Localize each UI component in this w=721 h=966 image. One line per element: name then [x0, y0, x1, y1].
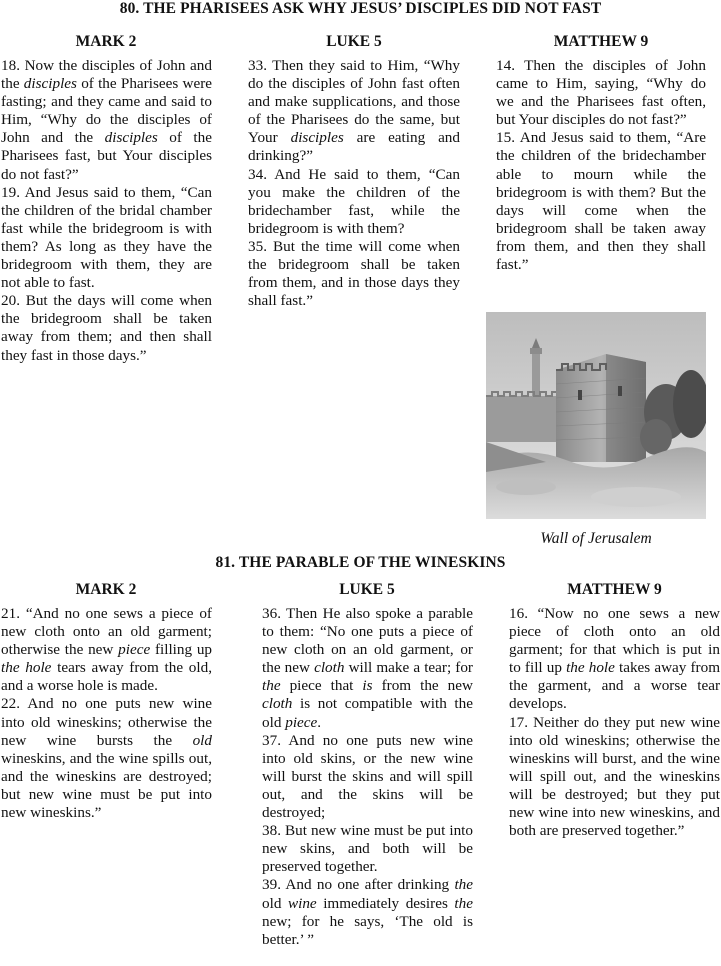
matthew-9-verse-16: 16. “Now no one sews a new piece of cloth onto an old garment; for that which is put in to fill up the hole takes away from the garment, and a worse tear develops.: [509, 605, 721, 713]
matthew-9-heading: MATTHEW 9: [553, 33, 649, 50]
luke-5-verse-34: 34. And He said to them, “Can you make the children of the bridechamber fast, while the bridegroom is with them?: [248, 165, 460, 237]
matthew-9-verse-15: 15. And Jesus said to them, “Are the children of the bridechamber able to mourn while the bridegroom is with them? But the days will come when the bridegroom shall be taken away from them, and then they shall fast.”: [496, 129, 706, 274]
luke-5-verse-37: 37. And no one puts new wine into old skins, or the new wine will burst the skins and will spill out, and the skins will be destroyed;: [262, 731, 473, 822]
jerusalem-wall-photo: [486, 312, 706, 519]
section-80-title: 80. THE PHARISEES ASK WHY JESUS’ DISCIPLES DID NOT FAST: [119, 0, 602, 17]
matthew-9-verse-17: 17. Neither do they put new wine into old wineskins; otherwise the wineskins will burst, and the wine will spill out, and the wineskins will be destroyed; but they put new wine into new wineskins, and both are preserved together.”: [509, 713, 720, 840]
photo-caption: Wall of Jerusalem: [540, 530, 652, 547]
section-80-luke-column: [248, 57, 460, 310]
luke-5-verse-38: 38. But new wine must be put into new skins, and both will be preserved together.: [262, 822, 473, 876]
mark-2-verse-21: 21. “And no one sews a piece of new cloth onto an old garment; otherwise the new piece filling up the hole tears away from the old, and a worse hole is made.: [1, 605, 213, 695]
luke-5-heading: LUKE 5: [326, 33, 382, 50]
mark-2-verse-18: 18. Now the disciples of John and the disciples of the Pharisees were fasting; and they came and said to Him, “Why do the disciples of John and the disciples of the Pharisees fast, but Your disciples do not fast?”: [1, 57, 212, 183]
luke-5-verse-39: 39. And no one after drinking the old wine immediately desires the new; for he says, ‘The old is better.’ ”: [262, 876, 473, 948]
luke-5-verse-33: 33. Then they said to Him, “Why do the disciples of John fast often and make supplications, and those of the Pharisees do the same, but Your disciples are eating and drinking?”: [248, 57, 460, 165]
matthew-9-verse-14: 14. Then the disciples of John came to Him, saying, “Why do we and the Pharisees fast often, but Your disciples do not fast?”: [496, 57, 706, 129]
luke-5-verse-36: 36. Then He also spoke a parable to them: “No one puts a piece of new cloth on an old garment, or the new cloth will make a tear; for the piece that is from the new cloth is not compatible with the old piece.: [262, 605, 473, 731]
section-80-matthew-column: [496, 57, 706, 274]
luke-5-heading: LUKE 5: [339, 581, 395, 598]
mark-2-heading: MARK 2: [75, 33, 137, 50]
jerusalem-wall-illustration: [486, 312, 706, 519]
section-81-luke-column: [262, 605, 473, 949]
section-81-title: 81. THE PARABLE OF THE WINESKINS: [215, 554, 506, 571]
section-80-mark-column: [1, 57, 212, 365]
luke-5-verse-35: 35. But the time will come when the bridegroom shall be taken from them, and in those days they shall fast.”: [248, 237, 460, 310]
mark-2-verse-19: 19. And Jesus said to them, “Can the children of the bridal chamber fast while the bridegroom is with them? As long as they have the bridegroom with them, they are not able to fast.: [1, 183, 212, 292]
section-81-matthew-column: [509, 605, 720, 840]
mark-2-heading: MARK 2: [75, 581, 137, 598]
mark-2-verse-20: 20. But the days will come when the bridegroom shall be taken away from them; and then shall they fast in those days.”: [1, 292, 212, 364]
section-81-mark-column: [1, 605, 212, 822]
mark-2-verse-22: 22. And no one puts new wine into old wineskins; otherwise the new wine bursts the old wineskins, and the wine spills out, and the wineskins are destroyed; but new wine must be put into new wineskins.”: [1, 695, 212, 822]
matthew-9-heading: MATTHEW 9: [567, 581, 662, 598]
